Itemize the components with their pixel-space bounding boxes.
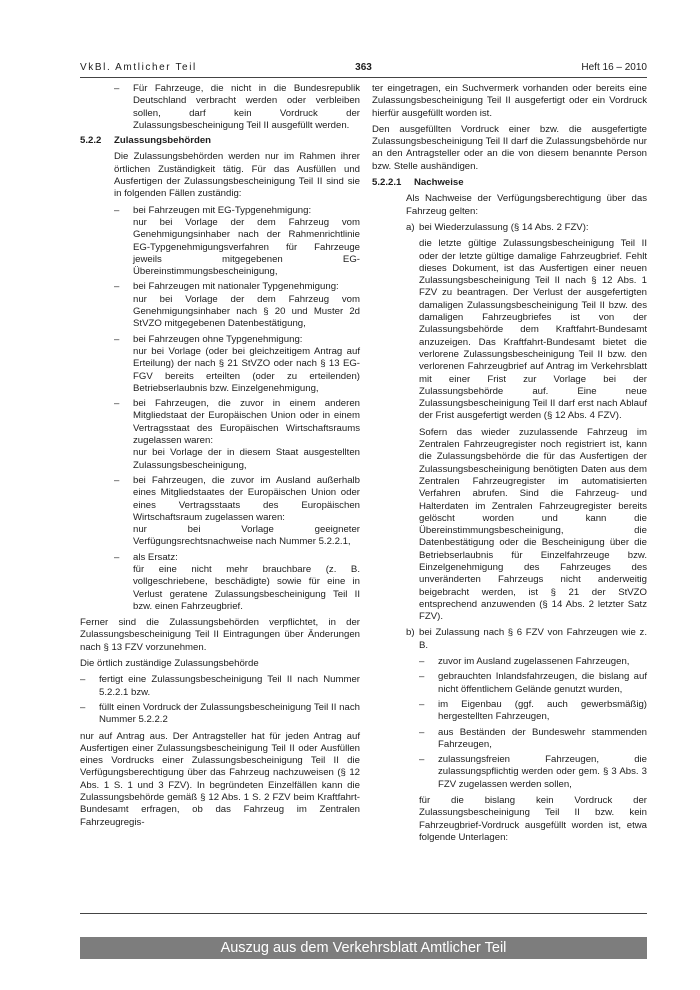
issue-label: Heft 16 – 2010 xyxy=(581,62,647,73)
list-item: – im Eigenbau (ggf. auch gewerbsmäßig) hergestellten Fahrzeugen, xyxy=(419,698,647,723)
page-number: 363 xyxy=(355,62,372,73)
paragraph: Als Nachweise der Verfügungsberechtigung über das Fahrzeug gelten: xyxy=(406,193,647,217)
paragraph: ter eingetragen, ein Suchvermerk vorhanden oder bereits eine Zulassungsbescheinigung Teil II ausgefertigt oder ein Vordruck hierfür ausgefüllt worden ist. xyxy=(372,83,647,119)
list-item: – Für Fahrzeuge, die nicht in die Bundesrepublik Deutschland verbracht werden oder verbleiben sollen, darf kein Vordruck der Zulassungsbescheinigung Teil II ausgefüllt werden. xyxy=(114,83,360,131)
list-item-a: a) bei Wiederzulassung (§ 14 Abs. 2 FZV): xyxy=(406,221,589,233)
footer-rule xyxy=(80,913,647,914)
list-item: – aus Beständen der Bundeswehr stammenden Fahrzeugen, xyxy=(419,726,647,750)
list-item: – bei Fahrzeugen, die zuvor in einem anderen Mitgliedstaat der Europäischen Union oder in einem Vertragsstaat des Europäischen Wirtschaftsraums zugelassen waren: nur bei Vorlage der in diesem Staat ausgestellten Zulassungsbescheinigung, xyxy=(114,398,360,471)
list-item: – als Ersatz: für eine nicht mehr brauchbare (z. B. vollgeschriebene, beschädigte) sowie für eine in Verlust geratene Zulassungsbescheinigung Teil II bzw. einen Fahrzeugbrief. xyxy=(114,551,360,612)
list-item: – zuvor im Ausland zugelassenen Fahrzeugen, xyxy=(419,656,630,668)
section-heading: 5.2.2.1 Nachweise xyxy=(372,177,464,189)
list-item-b: b) bei Zulassung nach § 6 FZV von Fahrzeugen wie z. B. xyxy=(406,627,647,651)
paragraph: die letzte gültige Zulassungsbescheinigung Teil II oder der letzte gültige damalige Fahrzeugbrief. Fehlt dieses Dokument, ist das Ausfertigen einer neuen Zulassungsbescheinigung Teil II nach § 12 Abs. 1 FZV zu beantragen. Der Verlust der ausgefertigten damaligen Zulassungsbescheinigung Teil II bzw. des damaligen Fahrzeugbriefes ist von der Zulassungsbehörde dem Kraftfahrt-Bundesamt anzuzeigen. Das Kraftfahrt-Bundesamt bietet die verlorene Zulassungsbescheinigung Teil II bzw. den verlorenen Fahrzeugbrief auf Antrag im Verkehrsblatt mit einer Frist zur Vorlage bei der Zulassungsbehörde auf. Eine neue Zulassungsbescheinigung Teil II darf erst nach Ablauf der Frist ausgefertigt werden (§ 12 Abs. 4 FZV). xyxy=(419,238,647,422)
list-item: – bei Fahrzeugen, die zuvor im Ausland außerhalb eines Mitgliedstaates der Europäischen Union oder eines Vertragsstaats des Europäischen Wirtschaftsraum zugelassen waren: nur bei Vorlage geeigneter Verfügungsrechtsnachweise nach Nummer 5.2.2.1, xyxy=(114,474,360,548)
left-column xyxy=(80,83,360,829)
paragraph: Ferner sind die Zulassungsbehörden verpflichtet, in der Zulassungsbescheinigung Teil II Eintragungen über Änderungen nach § 13 FZV vorzunehmen. xyxy=(80,617,360,653)
paragraph: Die Zulassungsbehörden werden nur im Rahmen ihrer örtlichen Zuständigkeit tätig. Für das Ausfüllen und Ausfertigen der Zulassungsbescheinigung Teil II sind sie in folgenden Fällen zuständig: xyxy=(114,151,360,200)
list-item: – bei Fahrzeugen mit nationaler Typgenehmigung: nur bei Vorlage der dem Fahrzeug vom Genehmigungsinhaber nach § 20 und Muster 2d StVZO mitgegebenen Datenbestätigung, xyxy=(114,281,360,330)
paragraph: Sofern das wieder zuzulassende Fahrzeug im Zentralen Fahrzeugregister noch registriert ist, kann die Zulassungsbehörde die für das Ausfertigen der Zulassungsbescheinigung benötigten Daten aus dem Zentralen Fahrzeugregister im automatisierten Verfahren abrufen. Sind die Fahrzeug- und Halterdaten im Zentralen Fahrzeugregister bereits gelöscht worden und kann die Übereinstimmungsbescheinigung, die Datenbestätigung oder die Bescheinigung über die Betriebserlaubnis für Einzelfahrzeuge bzw. Einzelgenehmigung des Fahrzeuges des unveränderten Fahrzeugs nicht anderweitig beigebracht werden, ist § 21 der StVZO entsprechend anzuwenden (§ 14 Abs. 2 letzter Satz FZV). xyxy=(419,426,647,623)
paragraph: Den ausgefüllten Vordruck einer bzw. die ausgefertigte Zulassungsbescheinigung Teil II darf die Zulassungsbehörde nur an den Antragsteller oder an die von diesem benannte Person bzw. Stelle aushändigen. xyxy=(372,123,647,172)
journal-title: VkBl. Amtlicher Teil xyxy=(80,62,197,73)
paragraph: für die bislang kein Vordruck der Zulassungsbescheinigung Teil II bzw. kein Fahrzeugbrief-Vordruck ausgefüllt worden ist, etwa folgende Unterlagen: xyxy=(419,795,647,843)
section-heading: 5.2.2 Zulassungsbehörden xyxy=(80,135,212,147)
paragraph: Die örtlich zuständige Zulassungsbehörde xyxy=(80,658,259,670)
right-column xyxy=(372,83,647,844)
list-item: – bei Fahrzeugen ohne Typgenehmigung: nur bei Vorlage (oder bei gleichzeitigem Antrag auf Erteilung) der nach § 21 StVZO oder nach § 13 EG-FGV bereits erteilten (oder zu erteilenden) Betriebserlaubnis bzw. Einzelgenehmigung, xyxy=(114,333,360,394)
page-header xyxy=(80,62,647,76)
list-item: – bei Fahrzeugen mit EG-Typgenehmigung: nur bei Vorlage der dem Fahrzeug vom Genehmigungsinhaber nach der Rahmenrichtlinie EG-Typgenehmigungsverfahren für Fahrzeuge jeweils mitgegebenen EG-Übereinstimmungsbescheinigung, xyxy=(114,204,360,278)
footer-banner: Auszug aus dem Verkehrsblatt Amtlicher Teil xyxy=(80,937,647,959)
list-item: – füllt einen Vordruck der Zulassungsbescheinigung Teil II nach Nummer 5.2.2.2 xyxy=(80,701,360,726)
list-item: – fertigt eine Zulassungsbescheinigung Teil II nach Nummer 5.2.2.1 bzw. xyxy=(80,674,360,698)
header-rule xyxy=(80,77,647,78)
paragraph: nur auf Antrag aus. Der Antragsteller hat für jeden Antrag auf Ausfertigen einer Zulassungsbescheinigung Teil II oder Ausfüllen eines Vordrucks einer Zulassungsbescheinigung Teil II die Verfügungsberechtigung über das Fahrzeug nachzuweisen (§ 12 Abs. 1 S. 1 und 3 FZV). In begründeten Einzelfällen kann die Zulassungsbehörde gemäß § 12 Abs. 1 S. 2 FZV beim Kraftfahrt-Bundesamt erfragen, ob das Fahrzeug im Zentralen Fahrzeugregis- xyxy=(80,730,360,828)
list-item: – gebrauchten Inlandsfahrzeugen, die bislang auf nicht öffentlichem Gelände genutzt wurden, xyxy=(419,671,647,695)
list-item: – zulassungsfreien Fahrzeugen, die zulassungspflichtig werden oder gem. § 3 Abs. 3 FZV zugelassen werden sollen, xyxy=(419,754,647,790)
